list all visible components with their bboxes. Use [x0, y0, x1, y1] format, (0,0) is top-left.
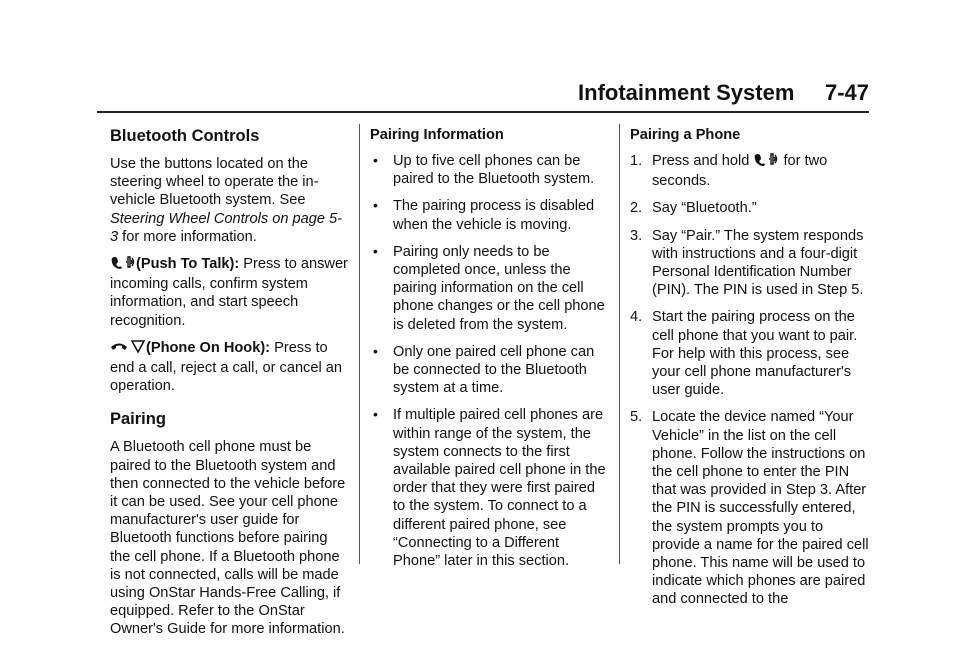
step-text-b: for two seconds. [652, 153, 828, 190]
header-rule [97, 111, 869, 113]
bullet-icon: • [373, 342, 378, 359]
pairing-a-phone-heading: Pairing a Phone [630, 127, 741, 143]
list-item [630, 199, 870, 217]
list-item [630, 308, 870, 399]
step-number: 5. [630, 409, 643, 426]
bullet-text: Pairing only needs to be completed once, unless the pairing information on the cell phone changes or the cell phone is deleted from the system. [393, 243, 605, 333]
phone-on-hook-icon [110, 339, 146, 359]
list-item [630, 408, 870, 608]
column-2 [370, 126, 610, 579]
page-header [97, 80, 869, 110]
bullet-icon: • [373, 197, 378, 214]
bullet-text: If multiple paired cell phones are within range of the system, the system connects to the first available paired cell phone in the order that they were first paired to the system. To connect to a different paired phone, see “Connecting to a Different Phone” later in this section. [393, 407, 606, 570]
phone-on-hook-label: (Phone On Hook): [146, 339, 271, 356]
step-text-a: Press and hold [652, 153, 754, 169]
push-to-talk-label: (Push To Talk): [136, 256, 240, 273]
column-3 [630, 126, 870, 618]
pairing-heading: Pairing [110, 410, 166, 429]
intro-text-b: for more information. [118, 228, 257, 245]
list-item [630, 152, 870, 190]
step-number: 1. [630, 153, 643, 169]
list-item [630, 227, 870, 300]
bullet-text: Only one paired cell phone can be connected to the Bluetooth system at a time. [393, 343, 595, 397]
step-text: Locate the device named “Your Vehicle” in the list on the cell phone. Follow the instructions on the cell phone to enter the PIN that was provided in Step 3. After the PIN is successfully entered, the system prompts you to provide a name for the paired cell phone. This name will be used to indicate which phones are paired and connected to the [652, 409, 869, 608]
bullet-icon: • [373, 406, 378, 423]
bullet-text: The pairing process is disabled when the vehicle is moving. [393, 198, 595, 233]
push-to-talk-text: Press to answer incoming calls, confirm system information, and start speech recognition. [110, 256, 348, 329]
page-header-title: Infotainment System 7-47 [578, 80, 869, 105]
push-to-talk-icon [110, 255, 136, 275]
step-text: Start the pairing process on the cell phone that you want to pair. For help with this process, see your cell phone manufacturer's user guide. [652, 309, 858, 399]
phone-on-hook-text: Press to end a call, reject a call, or cancel an operation. [110, 339, 343, 395]
step-number: 4. [630, 309, 643, 326]
list-item [370, 243, 610, 334]
list-item [370, 343, 610, 398]
column-divider-2 [619, 124, 620, 564]
pairing-paragraph: A Bluetooth cell phone must be paired to the Bluetooth system and then connected to the vehicle before it can be used. See your cell phone manufacturer's user guide for Bluetooth functions before pairing the cell phone. If a Bluetooth phone is not connected, calls will be made using OnStar Hands-Free Calling, if equipped. Refer to the OnStar Owner's Guide for more information. [110, 439, 346, 638]
list-item [370, 197, 610, 233]
bullet-text: Up to five cell phones can be paired to the Bluetooth system. [393, 153, 595, 188]
phone-on-hook-paragraph [110, 339, 348, 396]
step-number: 2. [630, 200, 643, 217]
step-number: 3. [630, 227, 643, 244]
steering-wheel-controls-link[interactable]: Steering Wheel Controls on page 5-3 [110, 210, 343, 245]
bluetooth-controls-heading: Bluetooth Controls [110, 127, 260, 145]
push-to-talk-paragraph [110, 255, 348, 330]
pairing-steps-list [630, 152, 870, 609]
pairing-information-heading: Pairing Information [370, 127, 504, 143]
step-text: Say “Pair.” The system responds with instructions and a four-digit Personal Identification Number (PIN). The PIN is used in Step 5. [652, 227, 864, 299]
bluetooth-controls-intro [110, 155, 348, 246]
list-item [370, 152, 610, 188]
push-to-talk-icon [753, 152, 779, 172]
list-item [370, 406, 610, 570]
step-text: Say “Bluetooth.” [652, 200, 757, 217]
pairing-information-list [370, 152, 610, 570]
intro-text-a: Use the buttons located on the steering wheel to operate the in-vehicle Bluetooth system. See [110, 156, 319, 209]
column-divider-1 [359, 124, 360, 564]
bullet-icon: • [373, 242, 378, 259]
column-1 [110, 126, 348, 648]
bullet-icon: • [373, 152, 378, 168]
